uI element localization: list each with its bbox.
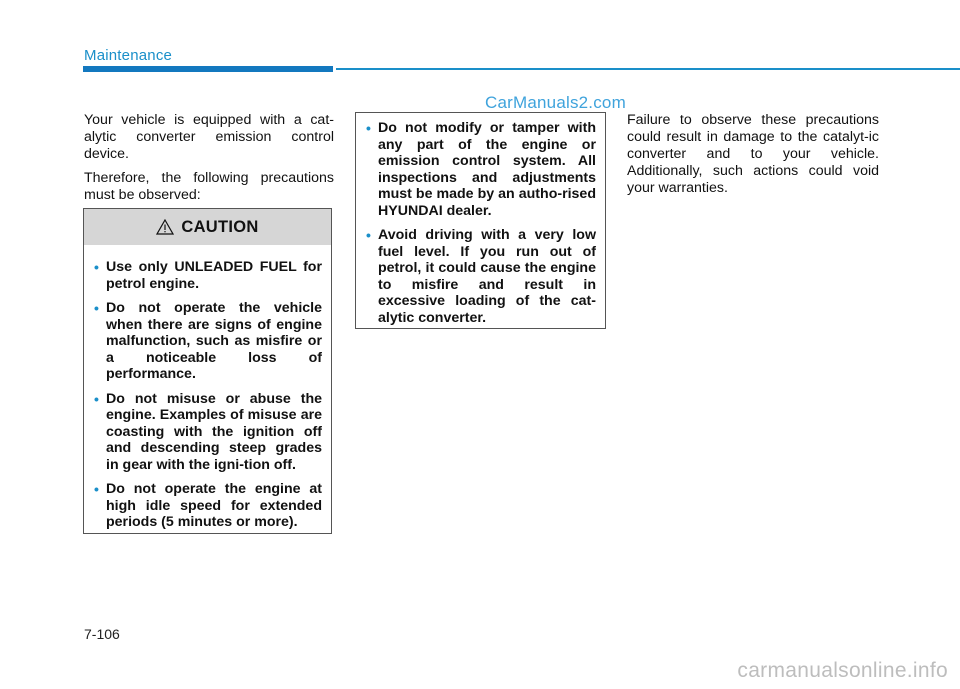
caution-item: • Do not misuse or abuse the engine. Examples of misuse are coasting with the ignition off and descending steep grades in gear with the igni-tion off. <box>94 390 322 473</box>
header-rule-thick <box>83 66 333 72</box>
warning-triangle-icon <box>156 219 174 235</box>
intro-paragraph: Your vehicle is equipped with a cat-alytic converter emission control device. <box>84 112 334 162</box>
bullet-icon: • <box>366 227 371 243</box>
bullet-icon: • <box>94 390 99 407</box>
caution-title: CAUTION <box>181 217 259 236</box>
caution-header <box>84 209 331 245</box>
bullet-icon: • <box>94 300 99 316</box>
caution-continued-box <box>355 112 606 329</box>
bullet-icon: • <box>94 481 99 497</box>
caution-item: • Do not operate the engine at high idle speed for extended periods (5 minutes or more). <box>94 481 322 530</box>
warranty-paragraph: Failure to observe these precautions could result in damage to the catalyt-ic converter and to your vehicle. Additionally, such actions could void your warranties. <box>627 112 879 196</box>
column-right-text <box>627 112 879 204</box>
bullet-icon: • <box>94 259 99 275</box>
caution-box <box>83 208 332 534</box>
bullet-icon: • <box>366 120 371 136</box>
caution-item: • Avoid driving with a very low fuel level. If you run out of petrol, it could cause the engine to misfire and result in excessive loading of the cat-alytic converter. <box>366 227 596 326</box>
caution-item: • Use only UNLEADED FUEL for petrol engine. <box>94 259 322 292</box>
watermark-bottom[interactable]: carmanualsonline.info <box>737 659 948 682</box>
section-title: Maintenance <box>84 47 173 64</box>
watermark-top[interactable]: CarManuals2.com <box>485 93 626 112</box>
caution-item: • Do not operate the vehicle when there are signs of engine malfunction, such as misfire or a noticeable loss of performance. <box>94 300 322 382</box>
page-number: 7-106 <box>84 626 120 642</box>
caution-continued-list <box>356 113 605 326</box>
column-left-text <box>84 112 334 211</box>
caution-list <box>84 245 331 531</box>
header-rule-thin <box>336 68 960 70</box>
caution-item: • Do not modify or tamper with any part of the engine or emission control system. All inspections and adjustments must be made by an autho-rised HYUNDAI dealer. <box>366 120 596 219</box>
precautions-paragraph: Therefore, the following precautions must be observed: <box>84 170 334 203</box>
